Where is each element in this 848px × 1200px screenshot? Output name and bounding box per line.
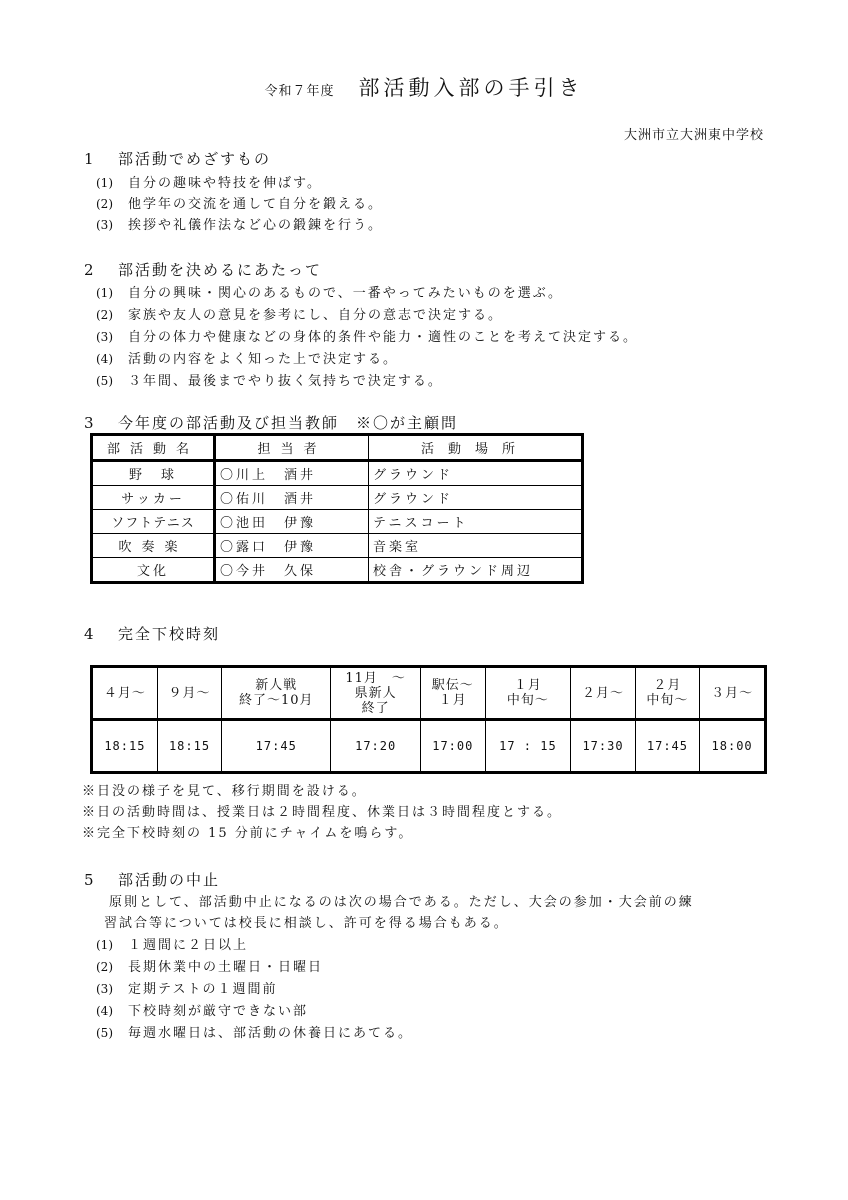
item-number: (1) — [96, 938, 113, 952]
list-item — [96, 193, 383, 212]
period-cell: ２月 中旬～ — [635, 667, 699, 720]
time-cell: 18:15 — [157, 720, 221, 773]
table-row — [92, 461, 583, 486]
table-row — [92, 558, 583, 583]
period-cell: 駅伝～ １月 — [421, 667, 485, 720]
table-row — [92, 534, 583, 558]
time-cell: 17:45 — [222, 720, 331, 773]
period-cell: ９月～ — [157, 667, 221, 720]
activity-place: グラウンド — [369, 486, 583, 510]
section-title: 部活動でめざすもの — [118, 150, 272, 168]
item-text: 毎週水曜日は、部活動の休養日にあてる。 — [128, 1026, 414, 1041]
note: ※完全下校時刻の 15 分前にチャイムを鳴らす。 — [82, 826, 414, 841]
period-cell: 新人戦 終了～10月 — [222, 667, 331, 720]
year-label: 令和７年度 — [264, 84, 335, 99]
section-title: 部活動を決めるにあたって — [118, 261, 323, 279]
list-item — [96, 172, 322, 191]
club-name: サッカー — [92, 486, 215, 510]
title-text: 部活動入部の手引き — [358, 76, 584, 100]
item-text: 活動の内容をよく知った上で決定する。 — [128, 352, 399, 367]
section-3-heading — [84, 412, 458, 433]
column-header: 部活動名 — [92, 435, 215, 461]
item-number: (1) — [96, 176, 113, 190]
item-number: (1) — [96, 286, 113, 300]
table-row — [92, 486, 583, 510]
item-text: ３年間、最後までやり抜く気持ちで決定する。 — [128, 374, 443, 389]
period-row — [92, 667, 766, 720]
activity-place: グラウンド — [369, 461, 583, 486]
teachers: 〇今井 久保 — [215, 558, 369, 583]
dismissal-time-table — [90, 665, 767, 774]
time-cell: 18:00 — [700, 720, 766, 773]
list-item — [96, 326, 638, 345]
club-name: 野 球 — [92, 461, 215, 486]
paragraph-line: 原則として、部活動中止になるのは次の場合である。ただし、大会の参加・大会前の練 — [94, 895, 694, 910]
item-text: 長期休業中の土曜日・日曜日 — [128, 960, 324, 975]
time-cell: 17:00 — [421, 720, 485, 773]
item-number: (4) — [96, 1004, 113, 1018]
item-number: (4) — [96, 352, 113, 366]
document-title — [0, 72, 848, 102]
section-title: 今年度の部活動及び担当教師 ※〇が主顧問 — [118, 414, 459, 432]
section-number: 4 — [84, 625, 96, 643]
item-number: (2) — [96, 197, 113, 211]
period-cell: ２月～ — [571, 667, 635, 720]
table-row — [92, 510, 583, 534]
section-1-heading — [84, 148, 271, 169]
item-number: (3) — [96, 218, 113, 232]
teachers: 〇川上 酒井 — [215, 461, 369, 486]
section-title: 完全下校時刻 — [118, 625, 221, 643]
time-cell: 17:20 — [331, 720, 421, 773]
item-number: (2) — [96, 960, 113, 974]
activity-place: 校舎・グラウンド周辺 — [369, 558, 583, 583]
item-text: 家族や友人の意見を参考にし、自分の意志で決定する。 — [128, 308, 504, 323]
column-header: 担当者 — [215, 435, 369, 461]
period-cell: １月 中旬～ — [485, 667, 571, 720]
item-number: (3) — [96, 982, 113, 996]
time-cell: 17:30 — [571, 720, 635, 773]
school-name: 大洲市立大洲東中学校 — [623, 128, 764, 143]
club-name: ソフトテニス — [92, 510, 215, 534]
list-item — [96, 934, 248, 953]
section-number: 5 — [84, 871, 96, 889]
item-text: １週間に２日以上 — [128, 938, 249, 953]
teachers: 〇露口 伊豫 — [215, 534, 369, 558]
club-name: 文化 — [92, 558, 215, 583]
list-item — [96, 370, 443, 389]
period-cell: 11月 ～ 県新人 終了 — [331, 667, 421, 720]
item-number: (5) — [96, 1026, 113, 1040]
list-item — [96, 1000, 308, 1019]
time-row — [92, 720, 766, 773]
item-text: 他学年の交流を通して自分を鍛える。 — [128, 197, 384, 212]
teachers: 〇佑川 酒井 — [215, 486, 369, 510]
club-name: 吹奏楽 — [92, 534, 215, 558]
item-text: 挨拶や礼儀作法など心の鍛錬を行う。 — [128, 218, 384, 233]
section-number: 2 — [84, 261, 96, 279]
item-number: (5) — [96, 374, 113, 388]
item-text: 自分の趣味や特技を伸ばす。 — [128, 176, 322, 191]
list-item — [96, 956, 323, 975]
club-table — [90, 433, 584, 584]
section-title: 部活動の中止 — [118, 871, 221, 889]
teachers: 〇池田 伊豫 — [215, 510, 369, 534]
item-text: 下校時刻が厳守できない部 — [128, 1004, 309, 1019]
section-4-heading — [84, 623, 220, 644]
period-cell: ３月～ — [700, 667, 766, 720]
note: ※日の活動時間は、授業日は２時間程度、休業日は３時間程度とする。 — [82, 805, 563, 820]
activity-place: 音楽室 — [369, 534, 583, 558]
list-item — [96, 282, 563, 301]
column-header: 活動場所 — [369, 435, 583, 461]
time-cell: 17:45 — [635, 720, 699, 773]
section-number: 1 — [84, 150, 96, 168]
paragraph-line: 習試合等については校長に相談し、許可を得る場合もある。 — [104, 916, 509, 931]
note: ※日没の様子を見て、移行期間を設ける。 — [82, 784, 367, 799]
period-cell: ４月～ — [92, 667, 158, 720]
list-item — [96, 978, 277, 997]
list-item — [96, 1022, 413, 1041]
item-number: (2) — [96, 308, 113, 322]
section-number: 3 — [84, 414, 96, 432]
activity-place: テニスコート — [369, 510, 583, 534]
section-2-heading — [84, 259, 322, 280]
list-item — [96, 304, 503, 323]
item-text: 自分の体力や健康などの身体的条件や能力・適性のことを考えて決定する。 — [128, 330, 639, 345]
item-text: 定期テストの１週間前 — [128, 982, 278, 997]
list-item — [96, 214, 383, 233]
item-text: 自分の興味・関心のあるもので、一番やってみたいものを選ぶ。 — [128, 286, 564, 301]
time-cell: 17 : 15 — [485, 720, 571, 773]
item-number: (3) — [96, 330, 113, 344]
table-header-row — [92, 435, 583, 461]
section-5-heading — [84, 869, 220, 890]
time-cell: 18:15 — [92, 720, 158, 773]
list-item — [96, 348, 398, 367]
